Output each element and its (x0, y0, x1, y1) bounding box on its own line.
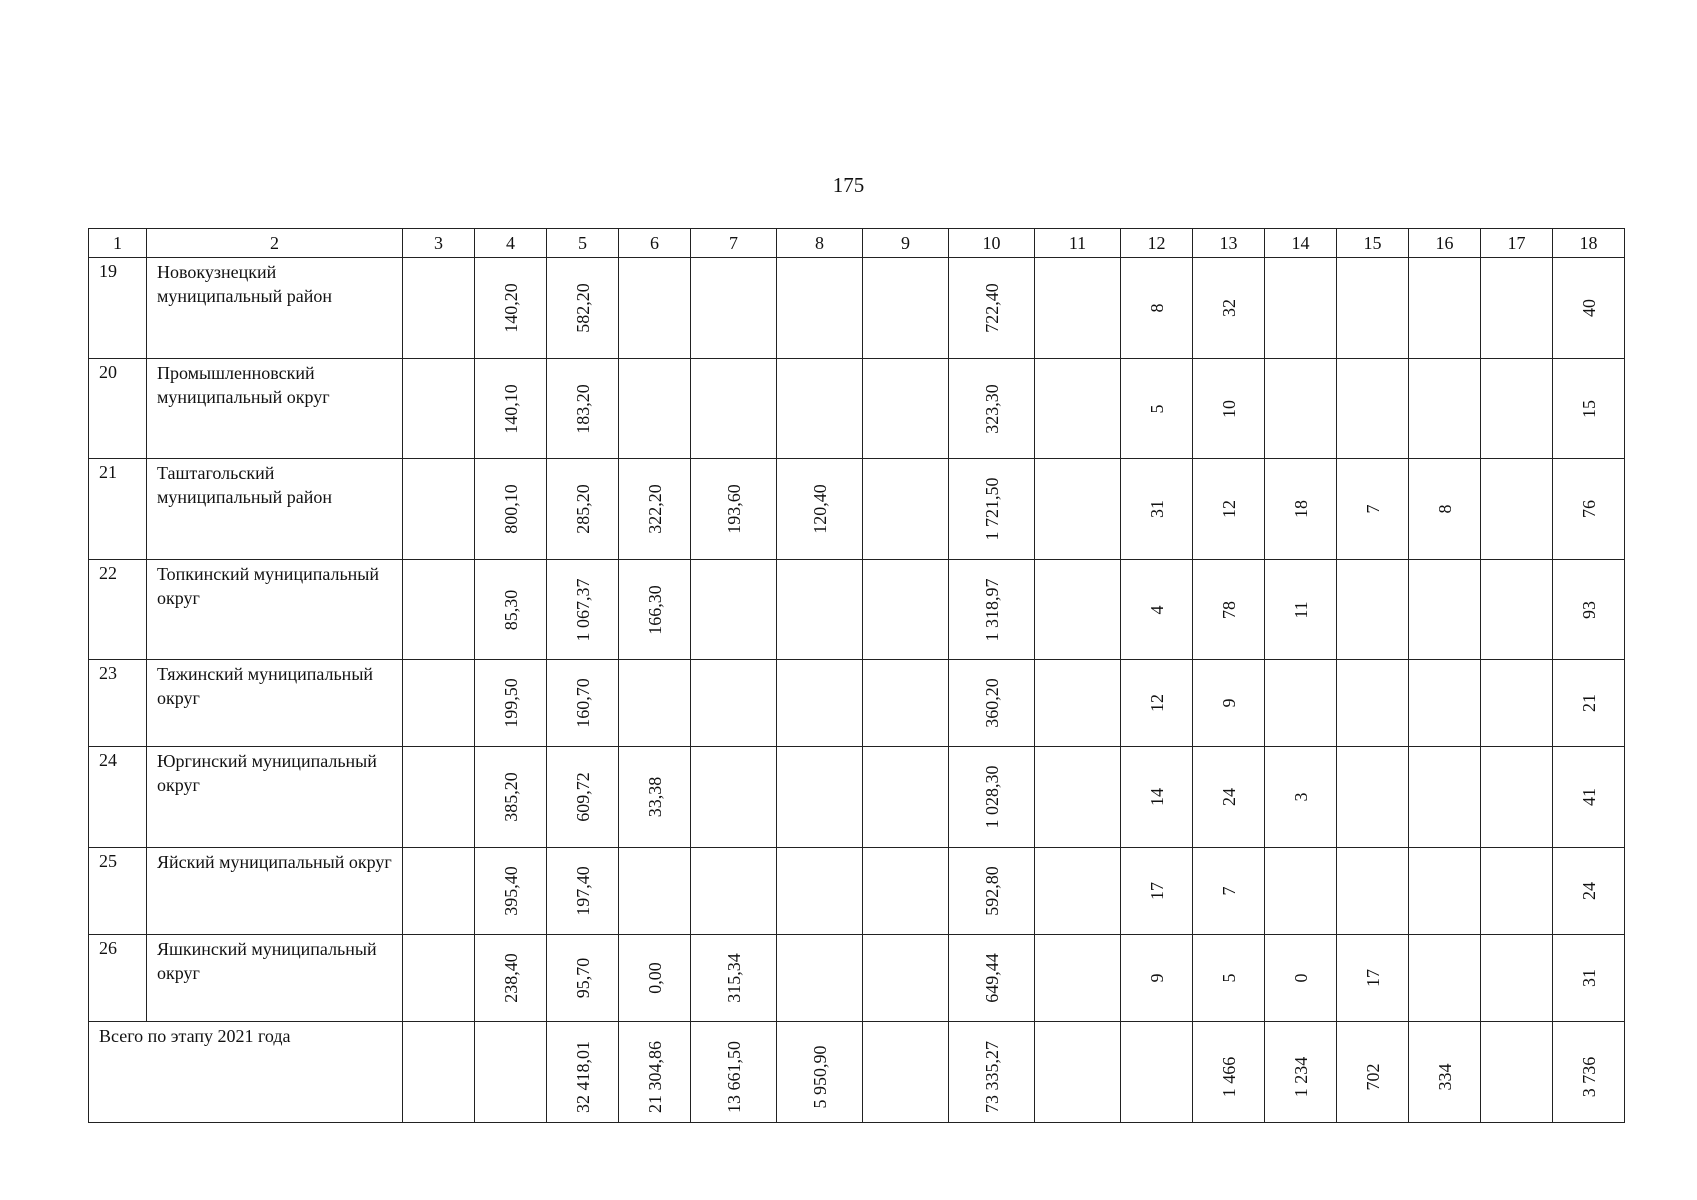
value-cell (1337, 660, 1409, 747)
column-header: 2 (147, 229, 403, 258)
total-value-cell (1265, 1022, 1337, 1123)
value-cell (1337, 459, 1409, 560)
value-cell (1409, 848, 1481, 935)
value-cell (777, 848, 863, 935)
total-value-cell (547, 1022, 619, 1123)
value-cell (619, 560, 691, 660)
cell-value: 582,20 (572, 283, 593, 333)
value-cell (863, 258, 949, 359)
value-cell (403, 935, 475, 1022)
value-cell (1337, 560, 1409, 660)
header-row (89, 229, 1625, 258)
cell-value: 385,20 (500, 772, 521, 822)
cell-value: 9 (1218, 698, 1239, 708)
total-value: 3 736 (1578, 1056, 1599, 1098)
value-cell (949, 660, 1035, 747)
municipality-name: Юргинский муниципальный округ (157, 751, 377, 795)
value-cell (1121, 660, 1193, 747)
value-cell (1265, 258, 1337, 359)
value-cell (691, 935, 777, 1022)
cell-value: 315,34 (723, 953, 744, 1003)
value-cell (1337, 359, 1409, 459)
total-label-cell (89, 1022, 403, 1123)
value-cell (403, 747, 475, 848)
value-cell (1193, 747, 1265, 848)
value-cell (547, 359, 619, 459)
cell-value: 199,50 (500, 678, 521, 728)
cell-value: 166,30 (644, 584, 665, 635)
value-cell (949, 560, 1035, 660)
cell-value: 17 (1146, 882, 1167, 900)
value-cell (1193, 459, 1265, 560)
value-cell (475, 459, 547, 560)
value-cell (949, 935, 1035, 1022)
cell-value: 360,20 (981, 678, 1002, 728)
value-cell (1035, 560, 1121, 660)
value-cell (1265, 660, 1337, 747)
cell-value: 85,30 (500, 589, 521, 630)
column-header: 14 (1265, 229, 1337, 258)
value-cell (1193, 660, 1265, 747)
row-number-cell (89, 747, 147, 848)
cell-value: 120,40 (809, 484, 830, 534)
value-cell (777, 258, 863, 359)
value-cell (777, 359, 863, 459)
total-value: 73 335,27 (981, 1041, 1002, 1113)
column-header: 12 (1121, 229, 1193, 258)
cell-value: 609,72 (572, 772, 593, 822)
data-table (88, 228, 1625, 1123)
total-value-cell (619, 1022, 691, 1123)
value-cell (547, 747, 619, 848)
value-cell (619, 935, 691, 1022)
total-value-cell (1121, 1022, 1193, 1123)
row-number: 23 (99, 663, 117, 683)
cell-value: 5 (1218, 973, 1239, 983)
value-cell (547, 935, 619, 1022)
value-cell (619, 359, 691, 459)
value-cell (691, 660, 777, 747)
value-cell (1121, 560, 1193, 660)
value-cell (949, 258, 1035, 359)
value-cell (1481, 660, 1553, 747)
total-value-cell (777, 1022, 863, 1123)
column-header: 1 (89, 229, 147, 258)
total-row (89, 1022, 1625, 1123)
cell-value: 8 (1146, 303, 1167, 313)
value-cell (777, 935, 863, 1022)
column-header: 15 (1337, 229, 1409, 258)
value-cell (691, 359, 777, 459)
value-cell (1553, 660, 1625, 747)
value-cell (1553, 935, 1625, 1022)
cell-value: 322,20 (644, 484, 665, 534)
municipality-name: Таштагольский муниципальный район (157, 463, 333, 507)
row-number-cell (89, 459, 147, 560)
cell-value: 1 067,37 (572, 578, 593, 641)
column-header: 11 (1035, 229, 1121, 258)
value-cell (863, 359, 949, 459)
municipality-cell (147, 935, 403, 1022)
value-cell (1035, 747, 1121, 848)
cell-value: 140,10 (500, 383, 521, 434)
column-header: 5 (547, 229, 619, 258)
total-label: Всего по этапу 2021 года (99, 1026, 291, 1046)
value-cell (1265, 359, 1337, 459)
table-row (89, 560, 1625, 660)
cell-value: 11 (1290, 600, 1311, 619)
column-header: 17 (1481, 229, 1553, 258)
cell-value: 18 (1290, 500, 1311, 518)
cell-value: 3 (1290, 792, 1311, 802)
value-cell (1193, 359, 1265, 459)
row-number-cell (89, 660, 147, 747)
total-value: 1 466 (1218, 1056, 1239, 1098)
value-cell (1409, 660, 1481, 747)
table-row (89, 359, 1625, 459)
value-cell (619, 660, 691, 747)
value-cell (547, 258, 619, 359)
value-cell (475, 848, 547, 935)
value-cell (1481, 848, 1553, 935)
value-cell (1409, 935, 1481, 1022)
cell-value: 32 (1218, 299, 1239, 317)
value-cell (1481, 459, 1553, 560)
cell-value: 323,30 (981, 383, 1002, 434)
municipality-name: Топкинский муниципальный округ (157, 564, 380, 608)
value-cell (863, 747, 949, 848)
value-cell (475, 747, 547, 848)
column-header: 4 (475, 229, 547, 258)
table-row (89, 848, 1625, 935)
municipality-name: Тяжинский муниципальный округ (157, 664, 374, 708)
municipality-cell (147, 747, 403, 848)
value-cell (777, 660, 863, 747)
row-number: 21 (99, 462, 117, 482)
value-cell (691, 560, 777, 660)
municipality-cell (147, 848, 403, 935)
value-cell (619, 459, 691, 560)
total-value-cell (949, 1022, 1035, 1123)
cell-value: 5 (1146, 404, 1167, 413)
value-cell (1121, 258, 1193, 359)
value-cell (1409, 459, 1481, 560)
row-number: 26 (99, 938, 117, 958)
cell-value: 9 (1146, 973, 1167, 983)
total-value-cell (863, 1022, 949, 1123)
total-value-cell (691, 1022, 777, 1123)
value-cell (547, 459, 619, 560)
value-cell (1035, 459, 1121, 560)
value-cell (1121, 848, 1193, 935)
row-number-cell (89, 560, 147, 660)
value-cell (475, 359, 547, 459)
row-number: 24 (99, 750, 117, 770)
cell-value: 160,70 (572, 678, 593, 728)
cell-value: 0,00 (644, 962, 665, 994)
value-cell (1553, 848, 1625, 935)
value-cell (1481, 747, 1553, 848)
cell-value: 41 (1578, 788, 1599, 806)
cell-value: 33,38 (644, 776, 665, 818)
value-cell (1121, 359, 1193, 459)
row-number-cell (89, 848, 147, 935)
table-row (89, 935, 1625, 1022)
value-cell (1035, 660, 1121, 747)
page-number: 175 (832, 173, 865, 197)
total-value-cell (475, 1022, 547, 1123)
cell-value: 285,20 (572, 484, 593, 534)
value-cell (777, 560, 863, 660)
cell-value: 7 (1218, 886, 1239, 896)
value-cell (619, 747, 691, 848)
cell-value: 0 (1290, 973, 1311, 983)
cell-value: 12 (1146, 694, 1167, 712)
value-cell (475, 258, 547, 359)
cell-value: 1 721,50 (981, 477, 1002, 541)
column-header: 7 (691, 229, 777, 258)
cell-value: 21 (1578, 694, 1599, 712)
value-cell (547, 560, 619, 660)
total-value: 1 234 (1290, 1056, 1311, 1098)
value-cell (1193, 848, 1265, 935)
total-value: 13 661,50 (723, 1041, 744, 1113)
row-number: 20 (99, 362, 117, 382)
value-cell (1121, 747, 1193, 848)
municipality-cell (147, 359, 403, 459)
cell-value: 140,20 (500, 283, 521, 333)
table-row (89, 747, 1625, 848)
value-cell (1035, 935, 1121, 1022)
value-cell (403, 560, 475, 660)
value-cell (1035, 258, 1121, 359)
cell-value: 8 (1434, 504, 1455, 514)
cell-value: 95,70 (572, 957, 593, 999)
column-header: 18 (1553, 229, 1625, 258)
cell-value: 592,80 (981, 866, 1002, 916)
value-cell (863, 660, 949, 747)
value-cell (1553, 560, 1625, 660)
column-header: 13 (1193, 229, 1265, 258)
value-cell (403, 258, 475, 359)
value-cell (1193, 935, 1265, 1022)
value-cell (949, 848, 1035, 935)
column-header: 10 (949, 229, 1035, 258)
value-cell (1265, 560, 1337, 660)
value-cell (403, 660, 475, 747)
value-cell (475, 935, 547, 1022)
cell-value: 17 (1362, 969, 1383, 987)
value-cell (1337, 747, 1409, 848)
row-number-cell (89, 258, 147, 359)
cell-value: 193,60 (723, 484, 744, 534)
total-value: 32 418,01 (572, 1041, 593, 1113)
value-cell (949, 359, 1035, 459)
cell-value: 14 (1146, 788, 1167, 806)
value-cell (1337, 258, 1409, 359)
row-number-cell (89, 935, 147, 1022)
value-cell (1265, 459, 1337, 560)
value-cell (691, 459, 777, 560)
value-cell (863, 848, 949, 935)
cell-value: 183,20 (572, 383, 593, 434)
cell-value: 24 (1218, 788, 1239, 806)
cell-value: 40 (1578, 299, 1599, 317)
cell-value: 78 (1218, 600, 1239, 619)
value-cell (691, 747, 777, 848)
cell-value: 31 (1146, 500, 1167, 518)
row-number-cell (89, 359, 147, 459)
cell-value: 238,40 (500, 953, 521, 1003)
value-cell (949, 747, 1035, 848)
value-cell (691, 258, 777, 359)
cell-value: 197,40 (572, 866, 593, 916)
cell-value: 4 (1146, 605, 1167, 614)
value-cell (1409, 747, 1481, 848)
column-header: 3 (403, 229, 475, 258)
cell-value: 7 (1362, 504, 1383, 514)
value-cell (1265, 747, 1337, 848)
table-row (89, 660, 1625, 747)
value-cell (475, 660, 547, 747)
column-header: 9 (863, 229, 949, 258)
value-cell (1337, 935, 1409, 1022)
value-cell (547, 848, 619, 935)
column-header: 6 (619, 229, 691, 258)
total-value-cell (1193, 1022, 1265, 1123)
value-cell (619, 848, 691, 935)
total-value-cell (1481, 1022, 1553, 1123)
cell-value: 649,44 (981, 953, 1002, 1003)
value-cell (949, 459, 1035, 560)
value-cell (1035, 848, 1121, 935)
value-cell (1121, 459, 1193, 560)
table-row (89, 258, 1625, 359)
value-cell (1481, 258, 1553, 359)
total-value-cell (403, 1022, 475, 1123)
value-cell (1337, 848, 1409, 935)
cell-value: 15 (1578, 399, 1599, 418)
value-cell (547, 660, 619, 747)
municipality-cell (147, 660, 403, 747)
cell-value: 1 318,97 (981, 578, 1002, 641)
cell-value: 93 (1578, 600, 1599, 619)
value-cell (1193, 258, 1265, 359)
value-cell (403, 459, 475, 560)
value-cell (777, 747, 863, 848)
total-value-cell (1035, 1022, 1121, 1123)
municipality-cell (147, 258, 403, 359)
municipality-cell (147, 560, 403, 660)
municipality-name: Яшкинский муниципальный округ (157, 939, 377, 983)
value-cell (403, 359, 475, 459)
value-cell (1409, 560, 1481, 660)
row-number: 22 (99, 563, 117, 583)
cell-value: 722,40 (981, 283, 1002, 333)
value-cell (1481, 935, 1553, 1022)
value-cell (777, 459, 863, 560)
cell-value: 1 028,30 (981, 765, 1002, 829)
column-header: 8 (777, 229, 863, 258)
municipality-name: Новокузнецкий муниципальный район (157, 262, 333, 306)
value-cell (619, 258, 691, 359)
value-cell (1553, 359, 1625, 459)
total-value-cell (1337, 1022, 1409, 1123)
value-cell (1035, 359, 1121, 459)
municipality-name: Промышленновский муниципальный округ (157, 363, 330, 407)
column-header: 16 (1409, 229, 1481, 258)
value-cell (863, 459, 949, 560)
municipality-name: Яйский муниципальный округ (157, 852, 392, 872)
total-value: 5 950,90 (809, 1045, 830, 1109)
cell-value: 12 (1218, 500, 1239, 518)
value-cell (1481, 560, 1553, 660)
total-value-cell (1553, 1022, 1625, 1123)
value-cell (475, 560, 547, 660)
row-number: 19 (99, 261, 117, 281)
value-cell (1193, 560, 1265, 660)
cell-value: 800,10 (500, 484, 521, 534)
total-value-cell (1409, 1022, 1481, 1123)
value-cell (1553, 258, 1625, 359)
total-value: 334 (1434, 1063, 1455, 1091)
value-cell (1409, 258, 1481, 359)
value-cell (1553, 459, 1625, 560)
value-cell (691, 848, 777, 935)
value-cell (1121, 935, 1193, 1022)
row-number: 25 (99, 851, 117, 871)
value-cell (1553, 747, 1625, 848)
cell-value: 24 (1578, 882, 1599, 900)
value-cell (863, 560, 949, 660)
total-value: 21 304,86 (644, 1041, 665, 1113)
value-cell (1265, 935, 1337, 1022)
cell-value: 31 (1578, 969, 1599, 987)
total-value: 702 (1362, 1063, 1383, 1091)
municipality-cell (147, 459, 403, 560)
value-cell (863, 935, 949, 1022)
cell-value: 395,40 (500, 866, 521, 916)
cell-value: 76 (1578, 500, 1599, 518)
value-cell (1409, 359, 1481, 459)
cell-value: 10 (1218, 399, 1239, 418)
value-cell (1481, 359, 1553, 459)
value-cell (403, 848, 475, 935)
table-row (89, 459, 1625, 560)
value-cell (1265, 848, 1337, 935)
